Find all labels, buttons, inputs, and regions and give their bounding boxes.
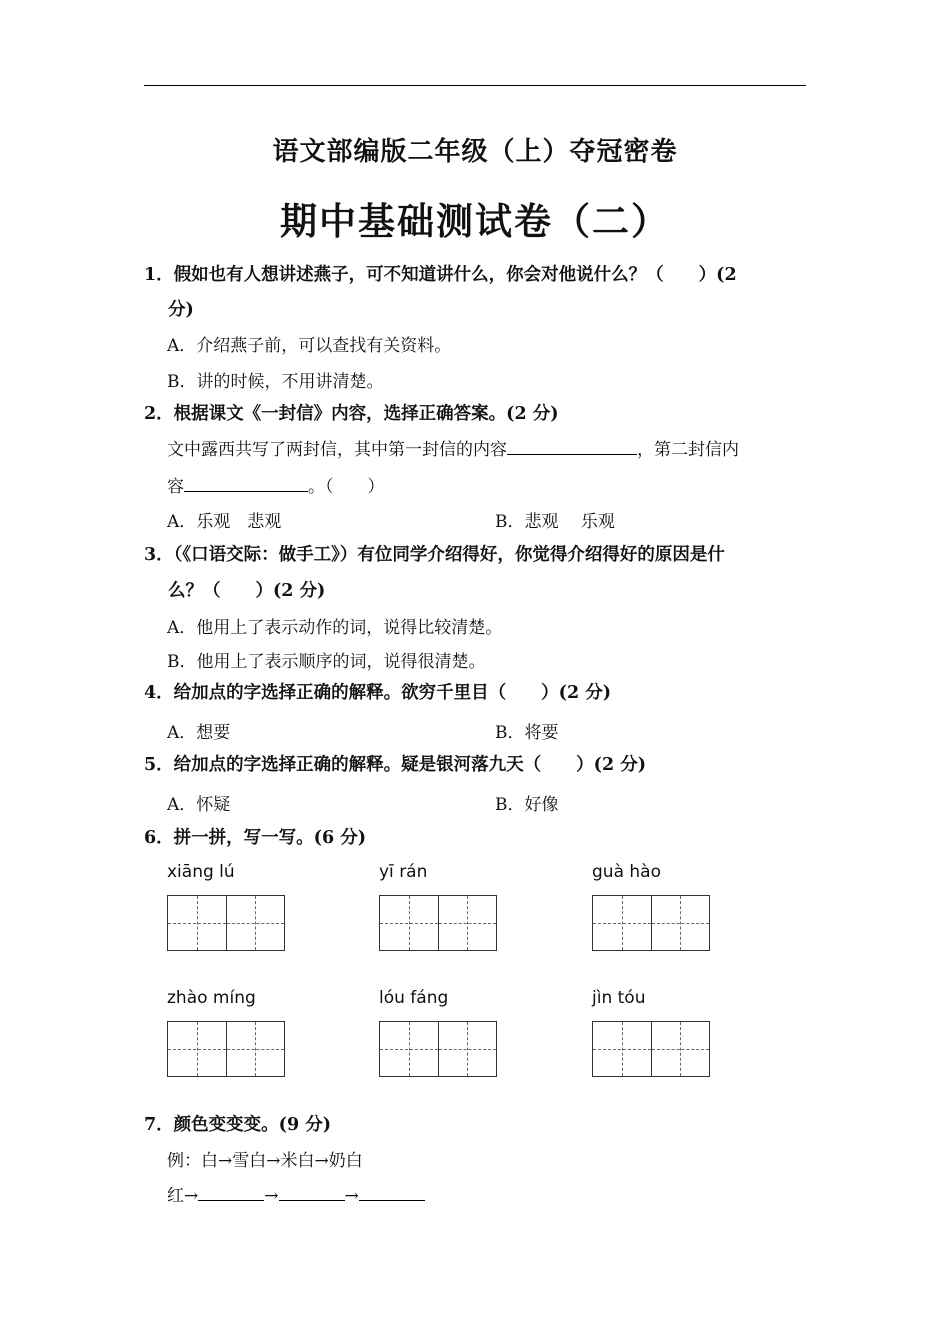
q1-option-a[interactable]: A．介绍燕子前，可以查找有关资料。 (167, 336, 452, 356)
q5-option-b[interactable]: B．好像 (495, 795, 559, 815)
q2-option-a[interactable]: A．乐观 悲观 (167, 512, 282, 532)
q2-blank-1[interactable] (507, 438, 637, 455)
q7-answer-line (167, 1181, 425, 1206)
q7-blank-2[interactable] (279, 1184, 345, 1201)
exam-subtitle: 语文部编版二年级（上）夺冠密卷 (272, 137, 678, 167)
q5-stem: 5．给加点的字选择正确的解释。疑是银河落九天（ ）(2 分) (144, 755, 647, 775)
writing-grid[interactable] (592, 895, 710, 951)
q2-text-part3: 容 (167, 477, 184, 497)
q6-stem: 6．拼一拼，写一写。(6 分) (144, 828, 367, 848)
pinyin-label: yī rán (379, 862, 428, 882)
q2-blank-2[interactable] (184, 475, 308, 492)
q1-option-b[interactable]: B．讲的时候，不用讲清楚。 (167, 372, 384, 392)
q3-stem-line1: 3．（《口语交际：做手工》）有位同学介绍得好，你觉得介绍得好的原因是什 (144, 545, 725, 565)
pinyin-label: zhào míng (167, 988, 256, 1008)
q1-stem-line2: 分) (168, 300, 194, 320)
q2-text-part1: 文中露西共写了两封信，其中第一封信的内容 (167, 440, 507, 460)
q7-blank-3[interactable] (359, 1184, 425, 1201)
q2-text-part4: 。（ ） (308, 477, 385, 497)
q1-stem-line1: 1．假如也有人想讲述燕子，可不知道讲什么，你会对他说什么？（ ）(2 (144, 265, 737, 285)
q4-option-a[interactable]: A．想要 (167, 723, 231, 743)
q2-text-line1 (167, 435, 739, 460)
pinyin-label: jìn tóu (592, 988, 646, 1008)
q2-option-b[interactable]: B．悲观 乐观 (495, 512, 615, 532)
pinyin-label: lóu fáng (379, 988, 449, 1008)
writing-grid[interactable] (592, 1021, 710, 1077)
q4-stem: 4．给加点的字选择正确的解释。欲穷千里目（ ）(2 分) (144, 683, 612, 703)
top-rule (144, 85, 806, 86)
arrow-icon: → (344, 1186, 359, 1206)
q7-stem: 7．颜色变变变。(9 分) (144, 1115, 332, 1135)
pinyin-label: xiāng lú (167, 862, 235, 882)
writing-grid[interactable] (167, 895, 285, 951)
writing-grid[interactable] (379, 895, 497, 951)
pinyin-label: guà hào (592, 862, 661, 882)
q3-stem-line2: 么？（ ）(2 分) (168, 581, 326, 601)
arrow-icon: → (264, 1186, 279, 1206)
q7-start: 红→ (167, 1186, 199, 1206)
exam-title: 期中基础测试卷（二） (280, 199, 670, 243)
q3-option-b[interactable]: B．他用上了表示顺序的词，说得很清楚。 (167, 652, 486, 672)
q2-text-part2: ，第二封信内 (637, 440, 739, 460)
q7-blank-1[interactable] (198, 1184, 264, 1201)
q2-text-line2 (167, 472, 385, 497)
q5-option-a[interactable]: A．怀疑 (167, 795, 231, 815)
q3-option-a[interactable]: A．他用上了表示动作的词，说得比较清楚。 (167, 618, 503, 638)
q4-option-b[interactable]: B．将要 (495, 723, 559, 743)
writing-grid[interactable] (379, 1021, 497, 1077)
q7-example: 例：白→雪白→米白→奶白 (167, 1151, 363, 1171)
q2-stem: 2．根据课文《一封信》内容，选择正确答案。(2 分) (144, 404, 559, 424)
writing-grid[interactable] (167, 1021, 285, 1077)
